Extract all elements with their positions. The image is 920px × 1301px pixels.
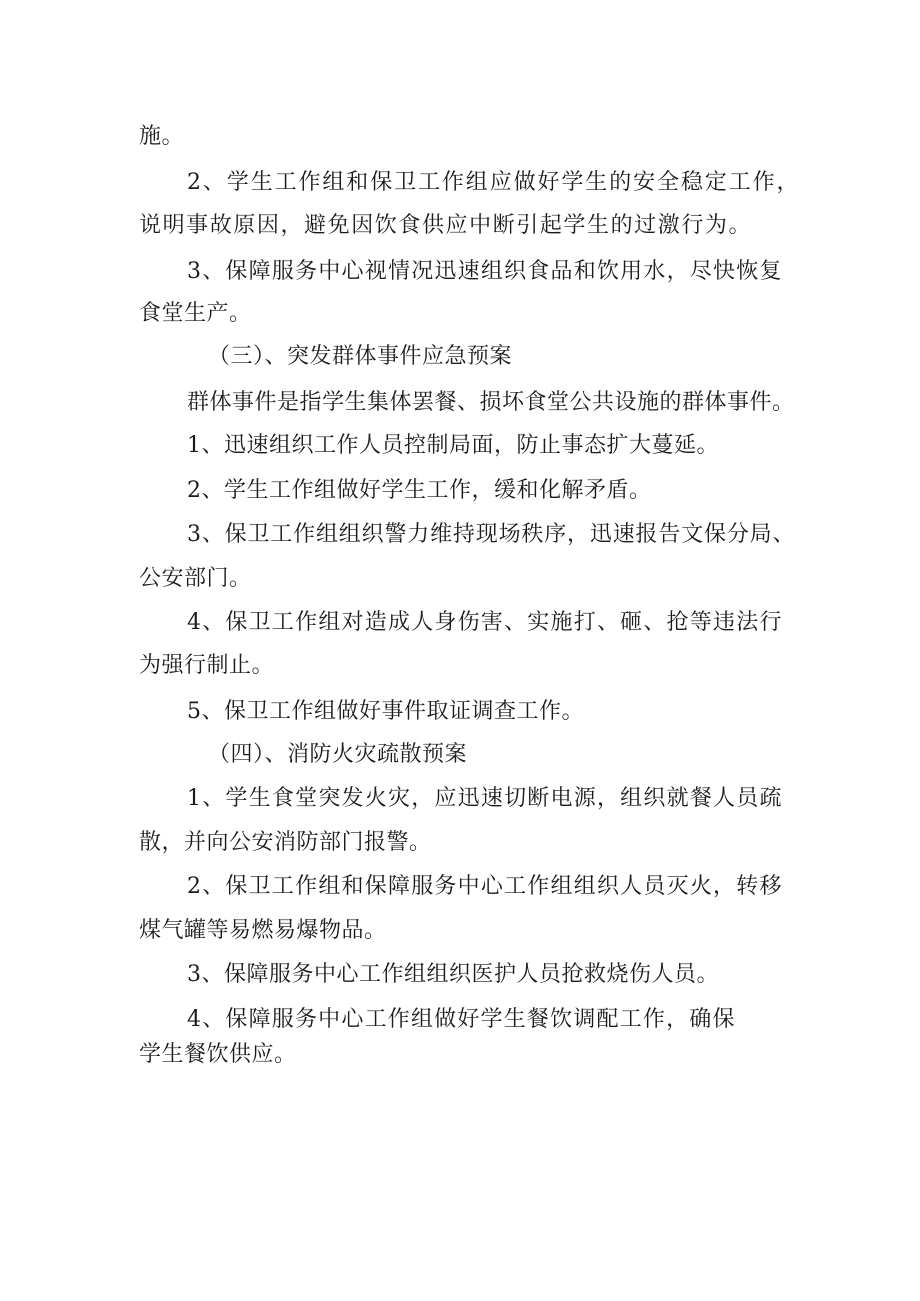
- text-line: 1、迅速组织工作人员控制局面，防止事态扩大蔓延。: [187, 433, 719, 458]
- text-line: 散，并向公安消防部门报警。: [139, 830, 432, 855]
- text-line: 煤气罐等易燃易爆物品。: [139, 918, 387, 943]
- text-line: 群体事件是指学生集体罢餐、损坏食堂公共设施的群体事件。: [187, 390, 795, 415]
- text-line: 3、保卫工作组组织警力维持现场秩序，迅速报告文保分局、: [187, 522, 795, 547]
- text-line: 3、保障服务中心工作组组织医护人员抢救烧伤人员。: [187, 962, 719, 987]
- text-line: 5、保卫工作组做好事件取证调查工作。: [187, 699, 584, 724]
- text-line: 4、保卫工作组对造成人身伤害、实施打、砸、抢等违法行: [187, 610, 782, 635]
- text-line: 学生餐饮供应。: [139, 1042, 297, 1067]
- text-line: 2、学生工作组和保卫工作组应做好学生的安全稳定工作，: [187, 170, 799, 195]
- section-heading: （四）、消防火灾疏散预案: [208, 742, 468, 767]
- section-heading: （三）、突发群体事件应急预案: [208, 344, 513, 369]
- text-line: 施。: [139, 124, 185, 149]
- text-line: 4、保障服务中心工作组做好学生餐饮调配工作，确保: [187, 1007, 735, 1032]
- text-line: 为强行制止。: [139, 653, 275, 678]
- text-line: 1、学生食堂突发火灾，应迅速切断电源，组织就餐人员疏: [187, 786, 782, 811]
- text-line: 2、保卫工作组和保障服务中心工作组组织人员灭火，转移: [187, 874, 782, 899]
- text-line: 3、保障服务中心视情况迅速组织食品和饮用水，尽快恢复: [187, 259, 782, 284]
- text-line: 食堂生产。: [139, 301, 252, 326]
- text-line: 说明事故原因，避免因饮食供应中断引起学生的过激行为。: [139, 213, 751, 238]
- text-line: 公安部门。: [139, 566, 252, 591]
- text-line: 2、学生工作组做好学生工作，缓和化解矛盾。: [187, 478, 652, 503]
